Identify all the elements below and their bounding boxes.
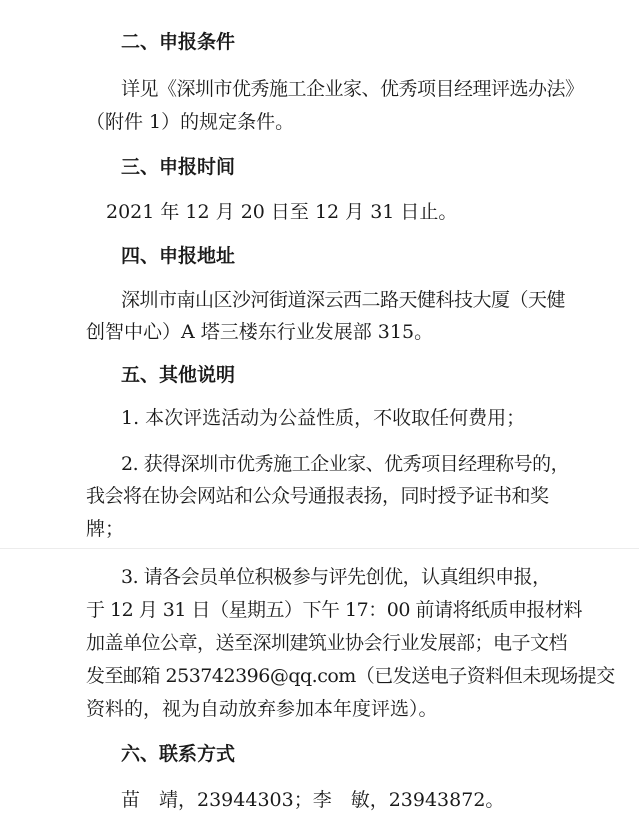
contact-line: 苗 靖，23944303；李 敏，23943872。 <box>121 789 505 811</box>
list-item-line: 1. 本次评选活动为公益性质，不收取任何费用； <box>121 407 526 429</box>
paragraph-line: 深圳市南山区沙河街道深云西二路天健科技大厦（天健 <box>121 289 566 311</box>
section-heading-application-time: 三、申报时间 <box>121 156 236 178</box>
section-heading-application-conditions: 二、申报条件 <box>121 31 236 53</box>
page-fold-line <box>0 548 639 549</box>
paragraph-line: 创智中心）A 塔三楼东行业发展部 315。 <box>86 321 434 343</box>
list-item-line: 牌； <box>86 518 125 540</box>
list-item-line: 我会将在协会网站和公众号通报表扬，同时授予证书和奖 <box>86 485 549 507</box>
list-item-line: 发至邮箱 253742396@qq.com（已发送电子资料但未现场提交 <box>86 665 615 687</box>
paragraph-line: （附件 1）的规定条件。 <box>86 111 295 133</box>
paragraph-line: 2021 年 12 月 20 日至 12 月 31 日止。 <box>106 201 458 223</box>
paragraph-line: 详见《深圳市优秀施工企业家、优秀项目经理评选办法》 <box>121 78 584 100</box>
section-heading-other-notes: 五、其他说明 <box>121 364 236 386</box>
section-heading-application-address: 四、申报地址 <box>121 245 236 267</box>
list-item-line: 于 12 月 31 日（星期五）下午 17：00 前请将纸质申报材料 <box>86 599 582 621</box>
section-heading-contact-information: 六、联系方式 <box>121 743 236 765</box>
list-item-line: 2. 获得深圳市优秀施工企业家、优秀项目经理称号的， <box>121 453 570 475</box>
list-item-line: 资料的，视为自动放弃参加本年度评选）。 <box>86 698 438 720</box>
list-item-line: 3. 请各会员单位积极参与评先创优，认真组织申报， <box>121 566 551 588</box>
list-item-line: 加盖单位公章，送至深圳建筑业协会行业发展部；电子文档 <box>86 632 568 654</box>
